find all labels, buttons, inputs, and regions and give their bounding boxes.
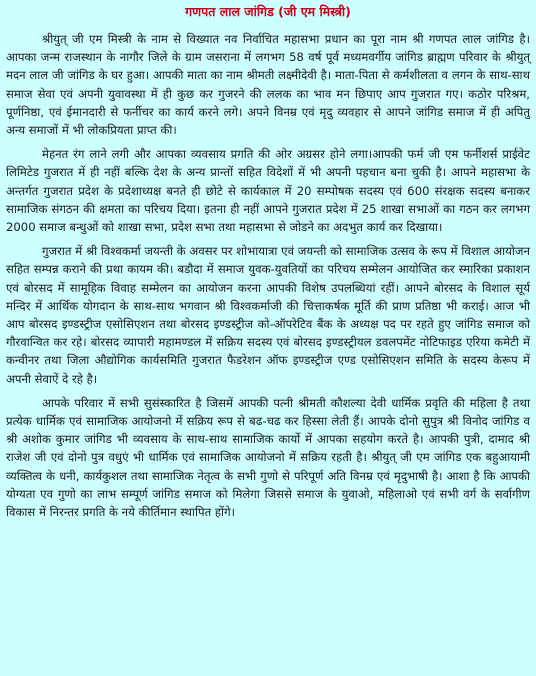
paragraph-family: आपके परिवार में सभी सुसंस्कारित है जिसमें आपकी पत्नी श्रीमती कौशल्या देवी धार्मिक प्रवृति की महिला है तथा प्रत्येक धार्मिक एवं सामाजिक आयोजनो में सक्रिय रूप से बढ-चढ कर हिस्सा लेती हैं। आपके दोनो सुपुत्र श्री विनोद जांगिड व श्री अशोक कुमार जांगिड भी व्यवसाय के साथ-साथ सामाजिक कार्यो में आपका सहयोग करते है। आपकी पुत्री, दामाद श्री राजेश जी एवं दोनो पुत्र वधुएं भी धार्मिक एवं सामाजिक आयोजनो में सक्रिय रहती है। श्रीयुत् जी एम जांगिड एक बहुआयामी व्यक्तित्व के धनी, कार्यकुशल तथा सामाजिक नेतृत्व के सभी गुणो से परिपूर्ण अति विनम्र एवं मृदुभाषी है। आशा है कि आपकी योग्यता एव गुणो का लाभ सम्पूर्ण जांगिड समाज को मिलेगा जिससे समाज के युवाओ, महिलाओ एवं सभी वर्ग के सर्वागीण विकास में निरन्तर प्रगति के नये कीर्तिमान स्थापित होंगे।: [6, 395, 530, 520]
document-title: गणपत लाल जांगिड (जी एम मिस्त्री): [185, 4, 351, 19]
paragraph-business: मेहनत रंग लाने लगी और आपका व्यवसाय प्रगति की ओर अग्रसर होने लगा।आपकी फर्म जी एम फर्नीशर्स प्राईवेट लिमिटेड गुजरात में ही नहीं बल्कि देश के अन्य प्रान्तों सहित विदेशों में भी अपनी पहचान बना चुकी है। आपने महासभा के अन्तर्गत गुजरात प्रदेश के प्रदेशाध्यक्ष बनते ही छोटे से कार्यकाल में 20 सम्पोषक सदस्य एवं 600 संरक्षक सदस्य बनाकर सामाजिक संगठन की क्षमता का परिचय दिया। इतना ही नहीं आपने गुजरात प्रदेश में 25 शाखा सभाओं का गठन कर लगभग 2000 समाज बन्धुओं को शाखा सभा, प्रदेश सभा तथा महासभा से जोडने का अदभुत कार्य कर दिखाया।: [6, 147, 530, 235]
paragraph-intro: श्रीयुत् जी एम मिस्त्री के नाम से विख्यात नव निर्वाचित महासभा प्रधान का पूरा नाम श्री गणपत लाल जांगिड है। आपका जन्म राजस्थान के नागौर जिले के ग्राम जसराना में लगभग 58 वर्ष पूर्व मध्यमवर्गीय जांगिड ब्राह्मण परिवार के श्रीयुत् मदन लाल जी जांगिड के घर हुआ। आपकी माता का नाम श्रीमती लक्ष्मीदेवी है। माता-पिता से कर्मशीलता व लगन के साथ-साथ समाज सेवा एवं अपनी युवावस्था में ही कुछ कर गुजरने की ललक का भाव मन छिपाए आप गुजरात गए। कठोर परिश्रम, पूर्णनिष्ठा, एवं ईमानदारी से फर्नीचर का कार्य करने लगे। अपने विनम्र एवं मृदु व्यवहार से आपने जांगिड समाज में ही अपितु अन्य समाजों में भी लोकप्रियता प्राप्त की।: [6, 32, 530, 138]
paragraph-gujarat: गुजरात में श्री विश्वकर्मा जयन्ती के अवसर पर शोभायात्रा एवं जयन्ती को सामाजिक उत्सव के रूप में विशाल आयोजन सहित सम्पन्न कराने की प्रथा कायम की। बडौदा में समाज युवक-युवतियों का परिचय सम्मेलन आयोजित कर स्मारिका प्रकाशन एवं बोरसद में सामूहिक विवाह सम्मेलन का आयोजन करना आपकी विशेष उपलब्धियां रहीं। आपने बोरसद के विशाल सूर्य मन्दिर में आर्थिक योगदान के साथ-साथ भगवान श्री विश्वकर्माजी की चित्ताकर्षक मूर्ति की प्राण प्रतिष्ठा भी कराई। आज भी आप बोरसद इण्डस्ट्रीज एसोसिएशन तथा बोरसद इण्डस्ट्रीज को-ऑपरेटिव बैंक के अध्यक्ष पद पर रहते हुए जांगिड समाज को गौरवान्वित कर रहे। बोरसद व्यापारी महामण्डल में सक्रिय सदस्य एवं बोरसद इण्डस्ट्रीयल डवलपमेंट नोटिफाइड एरिया कमेटी में कन्वीनर तथा जिला औद्योगिक कार्यसमिति गुजरात फैडरेशन ऑफ इण्डस्ट्रीज एण्ड एसोसिएशन समिति के सदस्य केरूप में अपनी सेवाऐं दे रहे है।: [6, 244, 530, 386]
